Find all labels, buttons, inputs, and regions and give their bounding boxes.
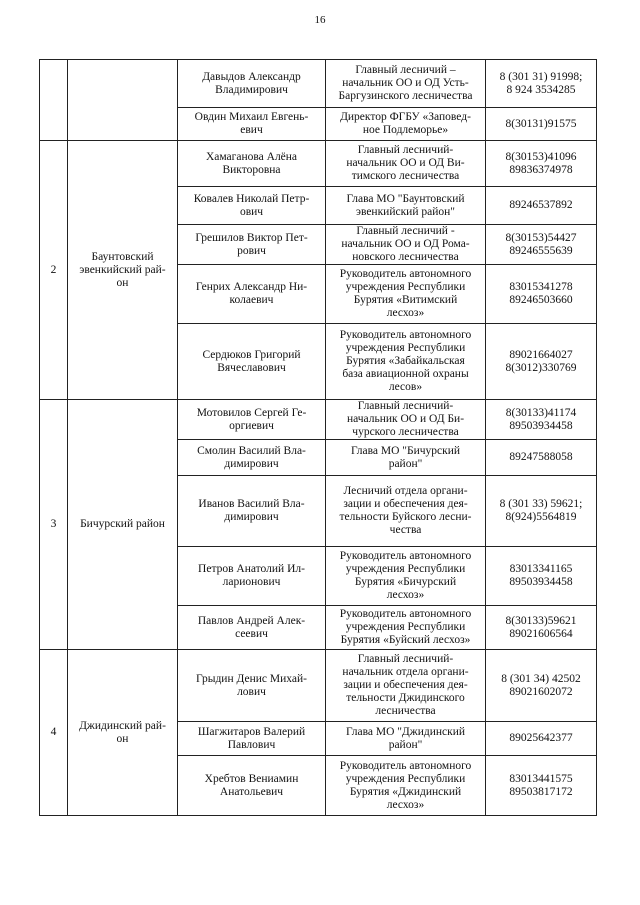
text-line: 8(30133)59621 — [505, 614, 577, 627]
text-line: эвенкийский рай- — [79, 263, 166, 276]
person-name-cell — [178, 722, 326, 756]
phone-cell — [486, 225, 597, 265]
phone-cell — [486, 756, 597, 816]
phone-cell — [486, 265, 597, 324]
text-line: 8(30133)41174 — [505, 406, 577, 419]
text-line: евич — [240, 124, 263, 136]
text-line: новского лесничества — [352, 251, 459, 263]
text-line: учреждения Республики — [345, 621, 466, 633]
person-name-cell — [178, 225, 326, 265]
text-line: начальник ОО и ОД Ви- — [346, 157, 465, 169]
text-line: 89021602072 — [509, 685, 573, 698]
district-cell — [68, 650, 178, 816]
text-line: Руководитель автономного — [339, 329, 472, 341]
text-line: димирович — [224, 457, 279, 470]
text-line: Руководитель автономного — [339, 268, 472, 280]
phone-cell — [486, 108, 597, 141]
text-line: учреждения Республики — [345, 563, 466, 575]
phone-cell — [486, 476, 597, 547]
text-line: Баунтовский — [91, 250, 154, 263]
text-line: рович — [237, 244, 266, 257]
phone-cell — [486, 60, 597, 108]
phone-cell — [486, 440, 597, 476]
position-cell — [326, 141, 486, 187]
text-line: 83015341278 — [509, 281, 573, 293]
person-name-cell — [178, 141, 326, 187]
row-number-cell: 3 — [40, 400, 68, 650]
text-line: тельности Джидинского — [346, 692, 465, 704]
text-line: начальник ОО и ОД Рома- — [341, 238, 470, 250]
text-line: Глава МО "Джидинский — [345, 725, 466, 738]
text-line: Бурятия «Бичурский — [354, 576, 457, 588]
text-line: начальник ОО и ОД Би- — [346, 413, 465, 425]
text-line: 89836374978 — [509, 163, 573, 176]
position-cell — [326, 606, 486, 650]
text-line: Ковалев Николай Петр- — [193, 192, 310, 205]
text-line: Давыдов Александр — [202, 70, 301, 83]
text-line: Овдин Михаил Евгень- — [194, 111, 309, 123]
text-line: лесов» — [388, 381, 423, 393]
position-cell — [326, 225, 486, 265]
person-name-cell — [178, 60, 326, 108]
text-line: Анатольевич — [219, 785, 284, 798]
text-line: Иванов Василий Вла- — [198, 498, 305, 510]
text-line: Грыдин Денис Михай- — [196, 672, 307, 685]
text-line: 89247588058 — [509, 451, 573, 463]
text-line: зации и обеспечения дея- — [343, 498, 468, 510]
text-line: Викторовна — [222, 163, 281, 176]
text-line: 83013441575 — [509, 772, 573, 785]
phone-cell — [486, 722, 597, 756]
position-cell — [326, 722, 486, 756]
text-line: Глава МО "Бичурский — [350, 444, 461, 457]
text-line: чурского лесничества — [352, 426, 459, 438]
text-line: 8(30153)54427 — [505, 231, 577, 244]
text-line: Шагжитаров Валерий — [197, 725, 306, 738]
text-line: район" — [388, 457, 423, 470]
phone-cell — [486, 141, 597, 187]
text-line: ное Подлеморье» — [362, 124, 449, 136]
text-line: колаевич — [229, 294, 274, 306]
person-name-cell — [178, 265, 326, 324]
table-row — [40, 650, 597, 722]
text-line: 89503934458 — [509, 576, 573, 588]
text-line: Главный лесничий - — [356, 225, 455, 237]
text-line: учреждения Республики — [345, 772, 466, 785]
text-line: Сердюков Григорий — [202, 348, 301, 361]
row-number-cell: 2 — [40, 141, 68, 400]
position-cell — [326, 756, 486, 816]
text-line: лесхоз» — [386, 589, 425, 601]
position-cell — [326, 265, 486, 324]
text-line: 8(30131)91575 — [505, 117, 577, 130]
phone-cell — [486, 187, 597, 225]
text-line: димирович — [224, 511, 279, 523]
text-line: Руководитель автономного — [339, 550, 472, 562]
row-number-cell — [40, 60, 68, 141]
contacts-table — [39, 59, 597, 816]
text-line: он — [116, 276, 129, 289]
text-line: Директор ФГБУ «Заповед- — [340, 111, 471, 123]
person-name-cell — [178, 756, 326, 816]
text-line: 89503934458 — [509, 419, 573, 432]
text-line: Владимирович — [215, 83, 288, 96]
text-line: Мотовилов Сергей Ге- — [196, 406, 307, 419]
text-line: ларионович — [222, 576, 281, 588]
text-line: Главный лесничий – — [355, 64, 456, 76]
text-line: Джидинский рай- — [79, 719, 166, 732]
person-name-cell — [178, 324, 326, 400]
text-line: 83013341165 — [509, 563, 573, 575]
row-number-cell: 4 — [40, 650, 68, 816]
text-line: учреждения Республики — [345, 342, 466, 354]
text-line: Бурятия «Джидинский — [349, 785, 462, 798]
phone-cell — [486, 324, 597, 400]
text-line: Главный лесничий- — [357, 400, 454, 412]
phone-cell — [486, 547, 597, 606]
phone-cell — [486, 400, 597, 440]
text-line: Руководитель автономного — [339, 608, 472, 620]
text-line: Грешилов Виктор Пет- — [195, 231, 308, 244]
text-line: 89246555639 — [509, 244, 573, 257]
position-cell — [326, 60, 486, 108]
text-line: 8 (301 31) 91998; — [499, 70, 583, 83]
text-line: 89021606564 — [509, 627, 573, 640]
phone-cell — [486, 650, 597, 722]
person-name-cell — [178, 547, 326, 606]
text-line: 8 (301 34) 42502 — [501, 672, 581, 685]
text-line: 89503817172 — [509, 785, 573, 798]
text-line: чества — [389, 524, 422, 536]
text-line: лесхоз» — [386, 798, 425, 811]
text-line: база авиационной охраны — [342, 368, 469, 380]
position-cell — [326, 440, 486, 476]
position-cell — [326, 108, 486, 141]
text-line: тимского лесничества — [351, 170, 460, 182]
page-number: 16 — [314, 14, 326, 26]
text-line: 8(924)5564819 — [505, 511, 577, 523]
text-line: Баргузинского лесничества — [338, 90, 473, 102]
text-line: ович — [239, 205, 264, 218]
table-row — [40, 60, 597, 108]
text-line: Бурятия «Забайкальская — [346, 355, 465, 367]
text-line: 89246503660 — [509, 294, 573, 306]
text-line: Генрих Александр Ни- — [195, 281, 308, 293]
person-name-cell — [178, 108, 326, 141]
text-line: Бурятия «Буйский лесхоз» — [340, 634, 471, 646]
person-name-cell — [178, 606, 326, 650]
text-line: сеевич — [235, 627, 268, 640]
text-line: лесхоз» — [386, 307, 425, 319]
person-name-cell — [178, 440, 326, 476]
text-line: 8(30153)41096 — [505, 150, 577, 163]
text-line: учреждения Республики — [345, 281, 466, 293]
text-line: тельности Буйского лесни- — [339, 511, 472, 523]
position-cell — [326, 650, 486, 722]
position-cell — [326, 324, 486, 400]
text-line: начальник отдела органи- — [342, 666, 469, 678]
table-row — [40, 400, 597, 440]
text-line: Смолин Василий Вла- — [197, 444, 306, 457]
district-cell — [68, 400, 178, 650]
text-line: Хамаганова Алёна — [205, 150, 298, 163]
text-line: район" — [388, 738, 423, 751]
text-line: Руководитель автономного — [339, 759, 472, 772]
text-line: начальник ОО и ОД Усть- — [342, 77, 469, 89]
district-cell — [68, 141, 178, 400]
text-line: эвенкийский район" — [356, 205, 455, 218]
table-row — [40, 141, 597, 187]
text-line: Главный лесничий- — [357, 144, 454, 156]
text-line: 89246537892 — [509, 199, 573, 211]
person-name-cell — [178, 187, 326, 225]
position-cell — [326, 476, 486, 547]
text-line: он — [116, 732, 129, 745]
person-name-cell — [178, 476, 326, 547]
table-body — [40, 60, 597, 816]
phone-cell — [486, 606, 597, 650]
text-line: Хребтов Вениамин — [204, 772, 299, 785]
text-line: Бичурский район — [80, 518, 165, 530]
text-line: лесничества — [375, 705, 436, 717]
text-line: Главный лесничий- — [357, 653, 454, 665]
person-name-cell — [178, 650, 326, 722]
text-line: Бурятия «Витимский — [353, 294, 458, 306]
position-cell — [326, 547, 486, 606]
person-name-cell — [178, 400, 326, 440]
text-line: Лесничий отдела органи- — [343, 485, 468, 497]
text-line: Павлов Андрей Алек- — [197, 614, 306, 627]
text-line: Глава МО "Баунтовский — [346, 192, 465, 205]
text-line: 8(3012)330769 — [505, 361, 577, 374]
text-line: лович — [237, 685, 266, 698]
district-cell — [68, 60, 178, 141]
text-line: Вячеславович — [217, 361, 286, 374]
text-line: 8 924 3534285 — [506, 83, 576, 96]
text-line: 89021664027 — [509, 348, 573, 361]
position-cell — [326, 187, 486, 225]
text-line: Петров Анатолий Ил- — [198, 563, 305, 575]
text-line: Павлович — [227, 738, 276, 751]
text-line: оргиевич — [229, 419, 274, 432]
text-line: 89025642377 — [509, 732, 573, 744]
position-cell — [326, 400, 486, 440]
text-line: 8 (301 33) 59621; — [499, 498, 583, 510]
text-line: зации и обеспечения дея- — [343, 679, 468, 691]
